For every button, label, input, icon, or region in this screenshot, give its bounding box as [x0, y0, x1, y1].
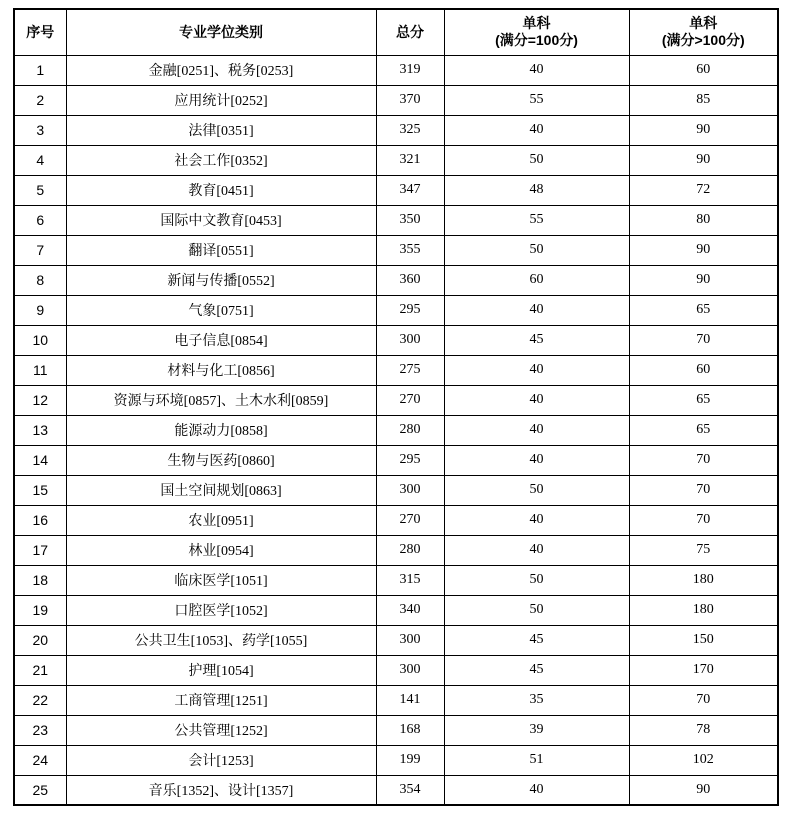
row-number-cell: 13 — [14, 415, 66, 445]
table-row — [14, 205, 778, 235]
total-score-cell: 270 — [376, 505, 444, 535]
table-row — [14, 145, 778, 175]
single-subject-gt100-cell: 90 — [629, 775, 778, 805]
total-score-cell: 280 — [376, 535, 444, 565]
row-number-cell: 25 — [14, 775, 66, 805]
table-row — [14, 715, 778, 745]
category-cell: 法律[0351] — [66, 115, 376, 145]
category-cell: 公共管理[1252] — [66, 715, 376, 745]
header-single-eq100-line1: 单科 — [522, 14, 551, 31]
single-subject-eq100-cell: 60 — [444, 265, 629, 295]
total-score-cell: 199 — [376, 745, 444, 775]
table-row — [14, 265, 778, 295]
total-score-cell: 370 — [376, 85, 444, 115]
single-subject-eq100-cell: 50 — [444, 235, 629, 265]
single-subject-gt100-cell: 75 — [629, 535, 778, 565]
single-subject-eq100-cell: 45 — [444, 655, 629, 685]
row-number-cell: 4 — [14, 145, 66, 175]
total-score-cell: 355 — [376, 235, 444, 265]
category-cell: 音乐[1352]、设计[1357] — [66, 775, 376, 805]
single-subject-gt100-cell: 70 — [629, 475, 778, 505]
table-row — [14, 55, 778, 85]
single-subject-gt100-cell: 70 — [629, 325, 778, 355]
table-row — [14, 385, 778, 415]
table-row — [14, 625, 778, 655]
single-subject-eq100-cell: 45 — [444, 325, 629, 355]
table-row — [14, 85, 778, 115]
single-subject-gt100-cell: 170 — [629, 655, 778, 685]
single-subject-gt100-cell: 85 — [629, 85, 778, 115]
row-number-cell: 7 — [14, 235, 66, 265]
row-number-cell: 3 — [14, 115, 66, 145]
single-subject-gt100-cell: 180 — [629, 565, 778, 595]
single-subject-eq100-cell: 40 — [444, 415, 629, 445]
header-seq: 序号 — [14, 9, 66, 55]
single-subject-eq100-cell: 51 — [444, 745, 629, 775]
single-subject-gt100-cell: 65 — [629, 295, 778, 325]
header-single-subject-eq100 — [444, 9, 629, 55]
single-subject-gt100-cell: 102 — [629, 745, 778, 775]
single-subject-eq100-cell: 40 — [444, 445, 629, 475]
row-number-cell: 11 — [14, 355, 66, 385]
category-cell: 电子信息[0854] — [66, 325, 376, 355]
category-cell: 农业[0951] — [66, 505, 376, 535]
total-score-cell: 300 — [376, 475, 444, 505]
category-cell: 工商管理[1251] — [66, 685, 376, 715]
table-header — [14, 9, 778, 55]
header-total-score: 总分 — [376, 9, 444, 55]
total-score-cell: 340 — [376, 595, 444, 625]
header-category: 专业学位类别 — [66, 9, 376, 55]
category-cell: 应用统计[0252] — [66, 85, 376, 115]
single-subject-eq100-cell: 50 — [444, 145, 629, 175]
row-number-cell: 17 — [14, 535, 66, 565]
single-subject-gt100-cell: 72 — [629, 175, 778, 205]
category-cell: 社会工作[0352] — [66, 145, 376, 175]
category-cell: 金融[0251]、税务[0253] — [66, 55, 376, 85]
single-subject-eq100-cell: 40 — [444, 505, 629, 535]
single-subject-gt100-cell: 90 — [629, 115, 778, 145]
table-row — [14, 325, 778, 355]
single-subject-gt100-cell: 70 — [629, 685, 778, 715]
table-row — [14, 535, 778, 565]
category-cell: 口腔医学[1052] — [66, 595, 376, 625]
single-subject-gt100-cell: 70 — [629, 445, 778, 475]
total-score-cell: 360 — [376, 265, 444, 295]
header-single-eq100-line2: (满分=100分) — [495, 32, 578, 49]
table-row — [14, 475, 778, 505]
table-body — [14, 55, 778, 805]
single-subject-eq100-cell: 55 — [444, 85, 629, 115]
row-number-cell: 8 — [14, 265, 66, 295]
row-number-cell: 16 — [14, 505, 66, 535]
total-score-cell: 321 — [376, 145, 444, 175]
table-row — [14, 235, 778, 265]
total-score-cell: 141 — [376, 685, 444, 715]
row-number-cell: 14 — [14, 445, 66, 475]
row-number-cell: 23 — [14, 715, 66, 745]
header-row — [14, 9, 778, 55]
single-subject-gt100-cell: 60 — [629, 55, 778, 85]
row-number-cell: 9 — [14, 295, 66, 325]
row-number-cell: 21 — [14, 655, 66, 685]
single-subject-eq100-cell: 40 — [444, 115, 629, 145]
single-subject-eq100-cell: 40 — [444, 55, 629, 85]
total-score-cell: 319 — [376, 55, 444, 85]
table-row — [14, 685, 778, 715]
category-cell: 气象[0751] — [66, 295, 376, 325]
single-subject-gt100-cell: 70 — [629, 505, 778, 535]
single-subject-eq100-cell: 35 — [444, 685, 629, 715]
row-number-cell: 12 — [14, 385, 66, 415]
table-row — [14, 415, 778, 445]
single-subject-gt100-cell: 90 — [629, 265, 778, 295]
category-cell: 资源与环境[0857]、土木水利[0859] — [66, 385, 376, 415]
total-score-cell: 300 — [376, 625, 444, 655]
table-row — [14, 115, 778, 145]
total-score-cell: 168 — [376, 715, 444, 745]
single-subject-eq100-cell: 40 — [444, 385, 629, 415]
header-single-gt100-line1: 单科 — [689, 14, 718, 31]
single-subject-eq100-cell: 40 — [444, 775, 629, 805]
row-number-cell: 1 — [14, 55, 66, 85]
table-row — [14, 565, 778, 595]
category-cell: 生物与医药[0860] — [66, 445, 376, 475]
total-score-cell: 325 — [376, 115, 444, 145]
category-cell: 国土空间规划[0863] — [66, 475, 376, 505]
single-subject-gt100-cell: 65 — [629, 385, 778, 415]
total-score-cell: 350 — [376, 205, 444, 235]
row-number-cell: 2 — [14, 85, 66, 115]
category-cell: 临床医学[1051] — [66, 565, 376, 595]
single-subject-eq100-cell: 50 — [444, 565, 629, 595]
row-number-cell: 20 — [14, 625, 66, 655]
single-subject-eq100-cell: 55 — [444, 205, 629, 235]
single-subject-gt100-cell: 65 — [629, 415, 778, 445]
table-row — [14, 355, 778, 385]
category-cell: 国际中文教育[0453] — [66, 205, 376, 235]
table-row — [14, 595, 778, 625]
single-subject-eq100-cell: 45 — [444, 625, 629, 655]
row-number-cell: 22 — [14, 685, 66, 715]
header-single-subject-gt100 — [629, 9, 778, 55]
total-score-cell: 275 — [376, 355, 444, 385]
total-score-cell: 347 — [376, 175, 444, 205]
score-cutoff-table — [13, 8, 779, 806]
category-cell: 材料与化工[0856] — [66, 355, 376, 385]
row-number-cell: 10 — [14, 325, 66, 355]
row-number-cell: 15 — [14, 475, 66, 505]
category-cell: 林业[0954] — [66, 535, 376, 565]
category-cell: 护理[1054] — [66, 655, 376, 685]
row-number-cell: 19 — [14, 595, 66, 625]
table-row — [14, 655, 778, 685]
single-subject-eq100-cell: 40 — [444, 355, 629, 385]
table-row — [14, 295, 778, 325]
category-cell: 会计[1253] — [66, 745, 376, 775]
category-cell: 翻译[0551] — [66, 235, 376, 265]
total-score-cell: 295 — [376, 445, 444, 475]
row-number-cell: 18 — [14, 565, 66, 595]
total-score-cell: 280 — [376, 415, 444, 445]
table-row — [14, 775, 778, 805]
single-subject-gt100-cell: 78 — [629, 715, 778, 745]
single-subject-eq100-cell: 40 — [444, 535, 629, 565]
single-subject-gt100-cell: 60 — [629, 355, 778, 385]
single-subject-eq100-cell: 50 — [444, 475, 629, 505]
table-row — [14, 745, 778, 775]
category-cell: 新闻与传播[0552] — [66, 265, 376, 295]
category-cell: 公共卫生[1053]、药学[1055] — [66, 625, 376, 655]
single-subject-eq100-cell: 50 — [444, 595, 629, 625]
table-row — [14, 505, 778, 535]
total-score-cell: 270 — [376, 385, 444, 415]
total-score-cell: 300 — [376, 655, 444, 685]
category-cell: 能源动力[0858] — [66, 415, 376, 445]
table-row — [14, 445, 778, 475]
single-subject-gt100-cell: 90 — [629, 145, 778, 175]
table-row — [14, 175, 778, 205]
header-single-gt100-line2: (满分>100分) — [661, 32, 745, 49]
total-score-cell: 315 — [376, 565, 444, 595]
single-subject-eq100-cell: 40 — [444, 295, 629, 325]
single-subject-gt100-cell: 180 — [629, 595, 778, 625]
total-score-cell: 300 — [376, 325, 444, 355]
single-subject-gt100-cell: 150 — [629, 625, 778, 655]
total-score-cell: 295 — [376, 295, 444, 325]
row-number-cell: 5 — [14, 175, 66, 205]
total-score-cell: 354 — [376, 775, 444, 805]
category-cell: 教育[0451] — [66, 175, 376, 205]
single-subject-eq100-cell: 39 — [444, 715, 629, 745]
row-number-cell: 24 — [14, 745, 66, 775]
single-subject-gt100-cell: 90 — [629, 235, 778, 265]
single-subject-eq100-cell: 48 — [444, 175, 629, 205]
row-number-cell: 6 — [14, 205, 66, 235]
single-subject-gt100-cell: 80 — [629, 205, 778, 235]
